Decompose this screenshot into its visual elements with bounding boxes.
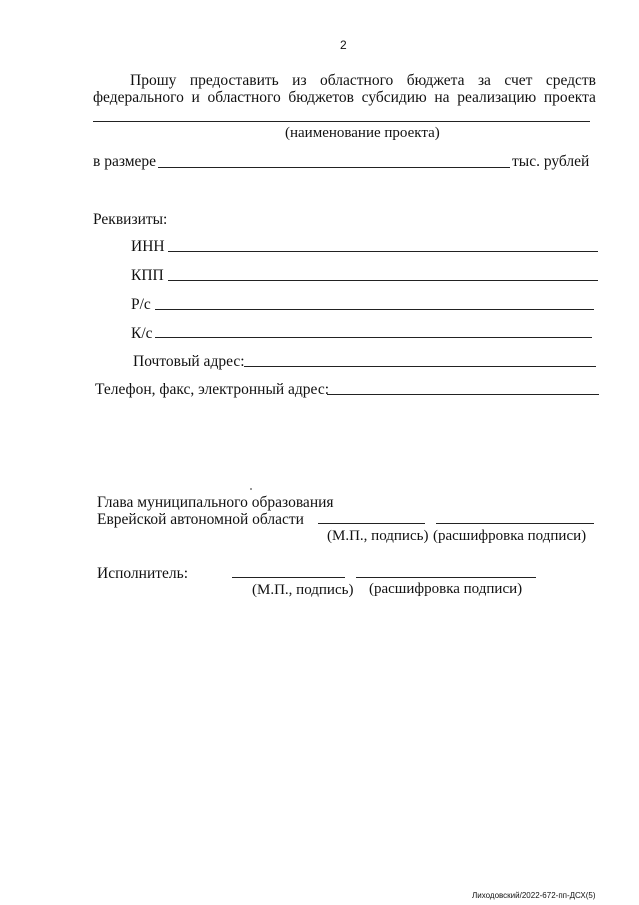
request-word: средств [545, 72, 596, 89]
document-footer-code: Лиходовский/2022-672-пп-ДСХ(5) [472, 891, 596, 900]
head-seal-caption: (М.П., подпись) [327, 528, 429, 544]
kpp-label: КПП [131, 267, 164, 284]
contacts-line[interactable] [327, 394, 599, 395]
kpp-line[interactable] [168, 280, 598, 281]
contacts-label: Телефон, факс, электронный адрес: [95, 381, 330, 398]
amount-suffix: тыс. рублей [512, 153, 590, 170]
executor-label: Исполнитель: [97, 565, 189, 582]
executor-seal-caption: (М.П., подпись) [252, 582, 354, 598]
request-word: областного [320, 72, 394, 89]
request-word: федерального [93, 89, 184, 106]
request-word: проекта [543, 89, 596, 106]
request-word: предоставить [189, 72, 279, 89]
inn-label: ИНН [131, 238, 165, 255]
amount-line[interactable] [158, 167, 510, 168]
request-word: за [477, 72, 491, 89]
request-word: Прошу [130, 72, 177, 89]
postal-line[interactable] [244, 366, 596, 367]
head-decode-line[interactable] [436, 523, 594, 524]
project-name-caption: (наименование проекта) [285, 125, 440, 141]
request-line-1 [130, 72, 596, 90]
rs-line[interactable] [155, 309, 594, 310]
head-signature-line[interactable] [318, 523, 425, 524]
postal-label: Почтовый адрес: [133, 353, 245, 370]
head-title-line-2: Еврейской автономной области [97, 511, 304, 528]
request-word: бюджетов [288, 89, 354, 106]
project-name-line[interactable] [93, 121, 590, 122]
request-word: и [191, 89, 200, 106]
ks-label: К/с [131, 325, 153, 342]
request-line-2 [93, 89, 596, 107]
request-word: бюджета [406, 72, 465, 89]
request-word: субсидию [361, 89, 427, 106]
request-word: из [292, 72, 307, 89]
ks-line[interactable] [155, 337, 592, 338]
head-decode-caption: (расшифровка подписи) [433, 528, 587, 544]
requisites-heading: Реквизиты: [93, 211, 168, 228]
request-word: реализацию [457, 89, 537, 106]
inn-line[interactable] [168, 251, 598, 252]
page-number: 2 [340, 38, 347, 52]
head-title-line-1: Глава муниципального образования [97, 494, 334, 511]
executor-decode-caption: (расшифровка подписи) [369, 581, 523, 597]
executor-signature-line[interactable] [232, 577, 345, 578]
request-word: счет [504, 72, 533, 89]
rs-label: Р/с [131, 296, 151, 313]
stray-dot [250, 488, 252, 490]
request-word: на [434, 89, 450, 106]
request-word: областного [207, 89, 281, 106]
executor-decode-line[interactable] [356, 577, 536, 578]
amount-prefix: в размере [93, 153, 157, 170]
